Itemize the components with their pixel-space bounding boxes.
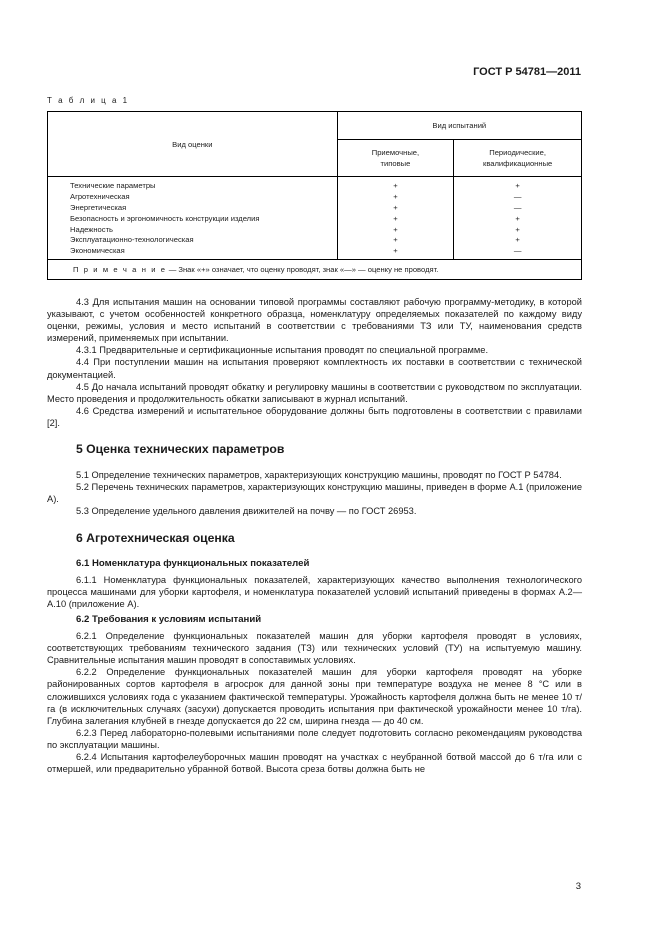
body-text — [47, 296, 582, 775]
table-row-label: Технические параметры — [70, 181, 156, 190]
table-note-text: — Знак «+» означает, что оценку проводят, знак «—» — оценку не проводят. — [166, 264, 439, 274]
section-6-2-heading: 6.2 Требования к условиям испытаний — [76, 613, 262, 625]
periodic-mark: + — [515, 224, 520, 234]
table-caption: Т а б л и ц а 1 — [47, 96, 130, 105]
paragraph-5-2: 5.2 Перечень технических параметров, характеризующих конструкцию машины, приведен в форме А.1 (приложение А). — [47, 482, 582, 505]
paragraph-4-5: 4.5 До начала испытаний проводят обкатку и регулировку машины в соответствии с руководством по эксплуатации. Место проведения и продолжительность обкатки записывают в журнал испытаний. — [47, 381, 582, 404]
header-acceptance-line1: Приемочные, — [371, 148, 420, 157]
acceptance-mark: + — [393, 246, 398, 256]
header-periodic-tests — [454, 140, 582, 177]
periodic-mark: + — [515, 213, 520, 223]
paragraph-4-4: 4.4 При поступлении машин на испытания проверяют комплектность их поставки в соответствии с технической документацией. — [47, 357, 582, 380]
page-number: 3 — [575, 881, 581, 892]
header-acceptance-tests — [337, 140, 454, 177]
paragraph-4-3-1: 4.3.1 Предварительные и сертификационные испытания проводят по специальной программе. — [76, 345, 489, 356]
header-periodic-line1: Периодические, — [489, 148, 546, 157]
paragraph-4-6: 4.6 Средства измерений и испытательное оборудование должны быть подготовлены в соответствии с правилами [2]. — [47, 405, 582, 428]
periodic-mark: + — [515, 181, 520, 190]
acceptance-mark: + — [393, 202, 398, 212]
table-row-label: Надежность — [70, 224, 114, 234]
table-row-label: Эксплуатационно-технологическая — [70, 235, 194, 245]
paragraph-6-2-1: 6.2.1 Определение функциональных показателей машин для уборки картофеля проводят в условиях, соответствующих требованиям технического задания (ТЗ) или технических условий (ТУ) на испытуемую машину. Сравнительные испытания машин проводят в сопоставимых условиях. — [47, 631, 582, 666]
periodic-mark: — — [513, 202, 522, 212]
periodic-mark: — — [513, 246, 522, 256]
table-row-label: Агротехническая — [70, 191, 130, 201]
periodic-marks-column — [454, 177, 582, 260]
header-test-type-label: Вид испытаний — [432, 121, 487, 130]
paragraph-6-2-2: 6.2.2 Определение функциональных показателей машин для уборки картофеля проводят на уборке районированных сортов картофеля в агросрок для данной зоны при температуре воздуха не менее 8 °С или в сложившихся условиях года с указанием фактической температуры. Урожайность картофеля должна быть не менее 10 т/га (в исключительных случаях (засухи) допускается проводить испытания при фактической урожайности менее 10 т/га). Глубина залегания клубней в гнезде допускается до 22 см, ширина гнезда — до 40 см. — [47, 667, 582, 726]
acceptance-mark: + — [393, 181, 398, 190]
table-note — [48, 260, 582, 280]
table-row-label: Экономическая — [70, 246, 125, 256]
standard-code: ГОСТ Р 54781—2011 — [473, 66, 581, 78]
table-note-lead: П р и м е ч а н и е — [73, 264, 167, 274]
header-acceptance-line2: типовые — [380, 159, 411, 168]
paragraph-6-1-1: 6.1.1 Номенклатура функциональных показателей, характеризующих качество выполнения технологического процесса машинами для уборки картофеля, и номенклатура показателей условий испытаний приведены в формах А.2—А.10 (приложение А). — [47, 574, 582, 609]
acceptance-mark: + — [393, 191, 398, 201]
table-body-row — [48, 177, 582, 260]
section-5-heading: 5 Оценка технических параметров — [76, 442, 285, 457]
acceptance-mark: + — [393, 235, 398, 245]
section-6-1-heading: 6.1 Номенклатура функциональных показателей — [76, 557, 310, 569]
acceptance-mark: + — [393, 213, 398, 223]
acceptance-mark: + — [393, 224, 398, 234]
paragraph-5-1: 5.1 Определение технических параметров, характеризующих конструкцию машины, проводят по ГОСТ Р 54784. — [76, 470, 562, 481]
header-assessment-type — [48, 112, 338, 177]
assessment-labels-column — [48, 177, 338, 260]
paragraph-6-2-4: 6.2.4 Испытания картофелеуборочных машин проводят на участках с неубранной ботвой массой до 6 т/га или с отмершей, или предварительно убранной ботвой. Высота среза ботвы должна быть не — [47, 752, 582, 775]
assessment-types-table — [47, 111, 582, 280]
section-6-heading: 6 Агротехническая оценка — [76, 530, 235, 545]
periodic-mark: + — [515, 235, 520, 245]
paragraph-4-3: 4.3 Для испытания машин на основании типовой программы составляют рабочую программу-методику, в которой указывают, с учетом особенностей конкретного образца, номенклатуру определяемых показателей по каждому виду оценки, режимы, условия и место испытаний в соответствии с требованиями ТЗ или ТУ, наименования средств измерений, применяемых при испытании. — [47, 297, 582, 344]
header-periodic-line2: квалификационные — [483, 159, 553, 168]
paragraph-6-2-3: 6.2.3 Перед лабораторно-полевыми испытаниями поле следует подготовить согласно рекомендациям руководства по эксплуатации машины. — [47, 727, 582, 750]
periodic-mark: — — [513, 191, 522, 201]
header-assessment-type-label: Вид оценки — [172, 139, 213, 149]
paragraph-5-3: 5.3 Определение удельного давления движителей на почву — по ГОСТ 26953. — [76, 506, 417, 517]
table-row-label: Энергетическая — [70, 202, 127, 212]
acceptance-marks-column — [337, 177, 454, 260]
header-test-type — [337, 112, 581, 140]
table-row-label: Безопасность и эргономичность конструкции изделия — [70, 213, 260, 223]
